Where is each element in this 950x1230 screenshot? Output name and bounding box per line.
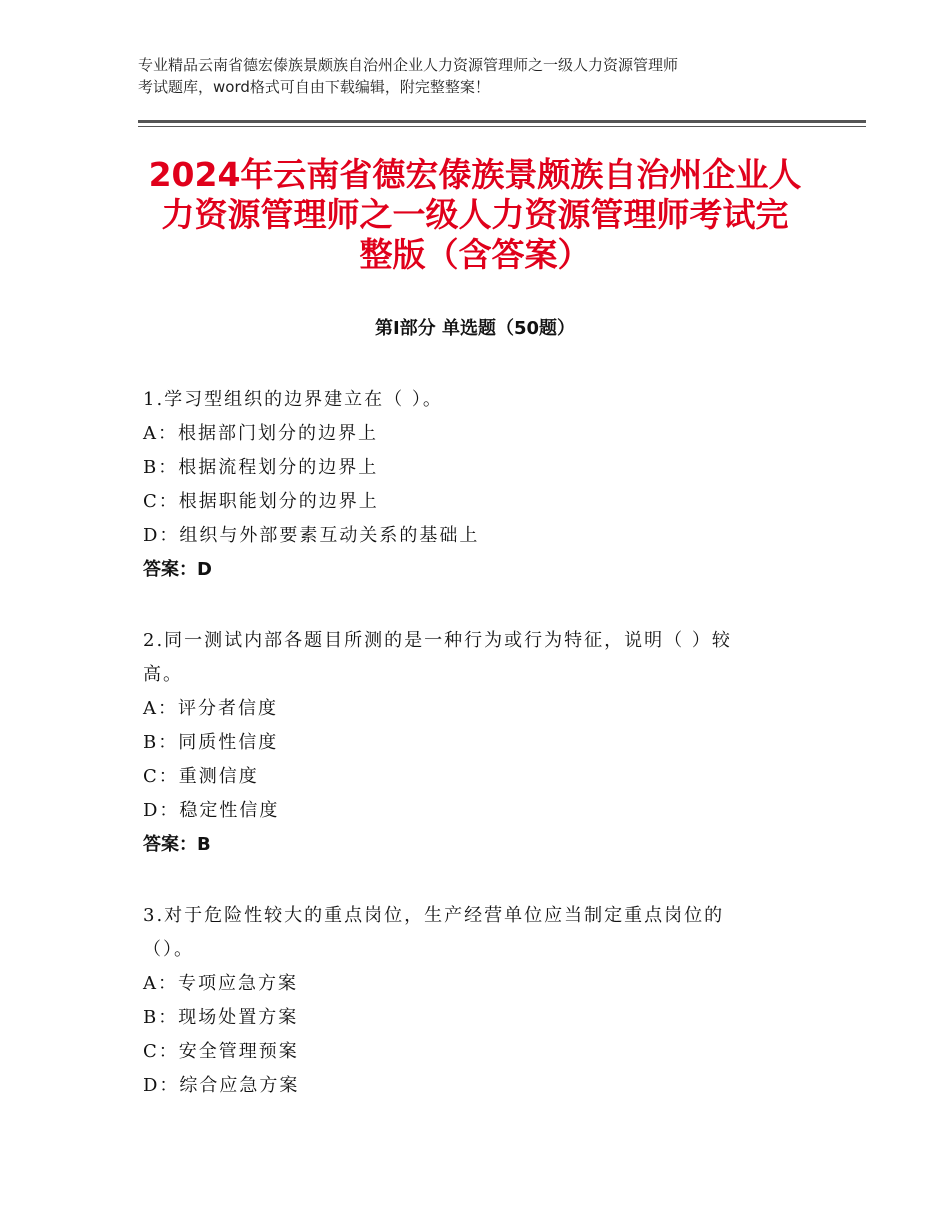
question-stem-line: 3.对于危险性较大的重点岗位，生产经营单位应当制定重点岗位的 [143,905,725,926]
question-stem-line: 2.同一测试内部各题目所测的是一种行为或行为特征，说明（ ）较 [143,630,732,651]
option-a: A：专项应急方案 [143,973,298,994]
section-title: 第Ⅰ部分 单选题（50题） [374,318,575,339]
option-a: A：评分者信度 [143,698,278,719]
option-b: B：现场处置方案 [143,1007,299,1028]
question-3 [143,899,843,1103]
header-rule-thin [138,126,866,127]
option-b: B：根据流程划分的边界上 [143,457,379,478]
option-d: D：组织与外部要素互动关系的基础上 [143,525,480,546]
document-title [130,155,820,275]
document-title-line-2: 力资源管理师之一级人力资源管理师考试完 [161,195,789,234]
option-a: A：根据部门划分的边界上 [143,423,378,444]
answer-label: 答案：D [143,559,212,580]
option-c: C：安全管理预案 [143,1041,299,1062]
option-d: D：稳定性信度 [143,800,280,821]
header-note-line-1: 专业精品云南省德宏傣族景颇族自治州企业人力资源管理师之一级人力资源管理师 [138,56,679,74]
question-list [143,383,843,1140]
question-stem-line: 高。 [143,664,183,685]
document-title-line-1: 2024年云南省德宏傣族景颇族自治州企业人 [148,155,802,194]
option-b: B：同质性信度 [143,732,279,753]
option-c: C：重测信度 [143,766,259,787]
header-rule-thick [138,120,866,123]
document-title-line-3: 整版（含答案） [359,235,591,274]
question-2 [143,624,843,862]
question-1 [143,383,843,587]
question-stem-line: 1.学习型组织的边界建立在（ ）。 [143,389,443,410]
header-note [138,54,828,98]
option-c: C：根据职能划分的边界上 [143,491,379,512]
header-note-line-2: 考试题库，word格式可自由下载编辑，附完整整案！ [138,78,490,96]
answer-label: 答案：B [143,834,211,855]
question-stem-line: （）。 [143,939,194,960]
option-d: D：综合应急方案 [143,1075,300,1096]
